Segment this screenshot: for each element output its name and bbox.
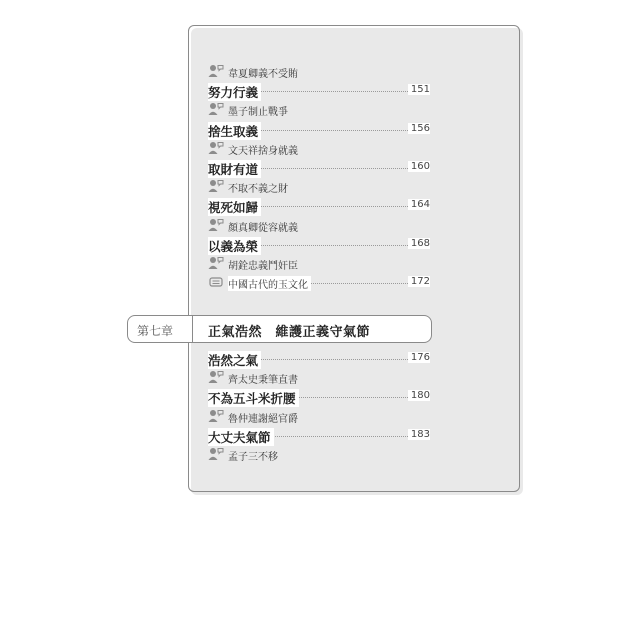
story-title: 魯仲連謝絕官爵: [228, 413, 298, 425]
page-number: 176: [408, 352, 430, 363]
page-number: 172: [408, 276, 430, 287]
story-title: 顏真卿從容就義: [228, 222, 298, 234]
entry-title: 捨生取義: [208, 122, 261, 140]
person-speech-icon: [208, 141, 224, 155]
page-number: 151: [408, 84, 430, 95]
toc-entry[interactable]: [208, 236, 430, 254]
entry-title: 以義為榮: [208, 237, 261, 255]
chapter-divider: [192, 316, 193, 342]
entry-title: 浩然之氣: [208, 351, 261, 369]
person-speech-icon: [208, 447, 224, 461]
page-number: 156: [408, 123, 430, 134]
page-number: 164: [408, 199, 430, 210]
toc-story-entry[interactable]: [208, 408, 430, 426]
story-title: 韋夏卿義不受賄: [228, 69, 298, 80]
toc-story-entry[interactable]: [208, 217, 430, 235]
story-title: 孟子三不移: [228, 452, 278, 463]
toc-story-entry[interactable]: [208, 101, 430, 119]
page-number: 168: [408, 238, 430, 249]
toc-story-entry[interactable]: [208, 369, 430, 387]
page-number: 160: [408, 161, 430, 172]
entry-title: 努力行義: [208, 83, 261, 101]
person-speech-icon: [208, 102, 224, 116]
person-speech-icon: [208, 218, 224, 232]
page-number: 183: [408, 429, 430, 440]
toc-story-entry[interactable]: [208, 140, 430, 158]
person-speech-icon: [208, 64, 224, 78]
entry-title: 視死如歸: [208, 198, 261, 216]
story-title: 中國古代的玉文化: [228, 276, 311, 291]
person-speech-icon: [208, 179, 224, 193]
story-title: 齊太史秉筆直書: [228, 375, 298, 387]
toc-entry[interactable]: [208, 159, 430, 177]
toc-note-entry[interactable]: [208, 274, 430, 292]
entry-title: 不為五斗米折腰: [208, 389, 299, 407]
story-title: 文天祥捨身就義: [228, 145, 298, 157]
toc-entry[interactable]: [208, 197, 430, 215]
toc-entry[interactable]: [208, 121, 430, 139]
toc-story-entry[interactable]: [208, 446, 430, 464]
person-speech-icon: [208, 370, 224, 384]
scroll-icon: [208, 275, 224, 289]
entry-title: 大丈夫氣節: [208, 428, 274, 446]
toc-entry[interactable]: [208, 388, 430, 406]
story-title: 胡銓忠義鬥奸臣: [228, 261, 298, 272]
toc-entry[interactable]: [208, 82, 430, 100]
story-title: 不取不義之財: [228, 184, 288, 196]
chapter-heading[interactable]: [127, 315, 432, 343]
toc-story-entry[interactable]: [208, 255, 430, 273]
toc-story-entry[interactable]: [208, 178, 430, 196]
story-title: 墨子制止戰爭: [228, 107, 288, 119]
toc-entry[interactable]: [208, 427, 430, 445]
person-speech-icon: [208, 409, 224, 423]
entry-title: 取財有道: [208, 160, 261, 178]
toc-entry[interactable]: [208, 350, 430, 368]
toc-story-entry[interactable]: [208, 63, 430, 81]
page-number: 180: [408, 390, 430, 401]
person-speech-icon: [208, 256, 224, 270]
chapter-title: 正氣浩然 維護正義守氣節: [208, 325, 371, 340]
chapter-number: 第七章: [137, 324, 174, 338]
